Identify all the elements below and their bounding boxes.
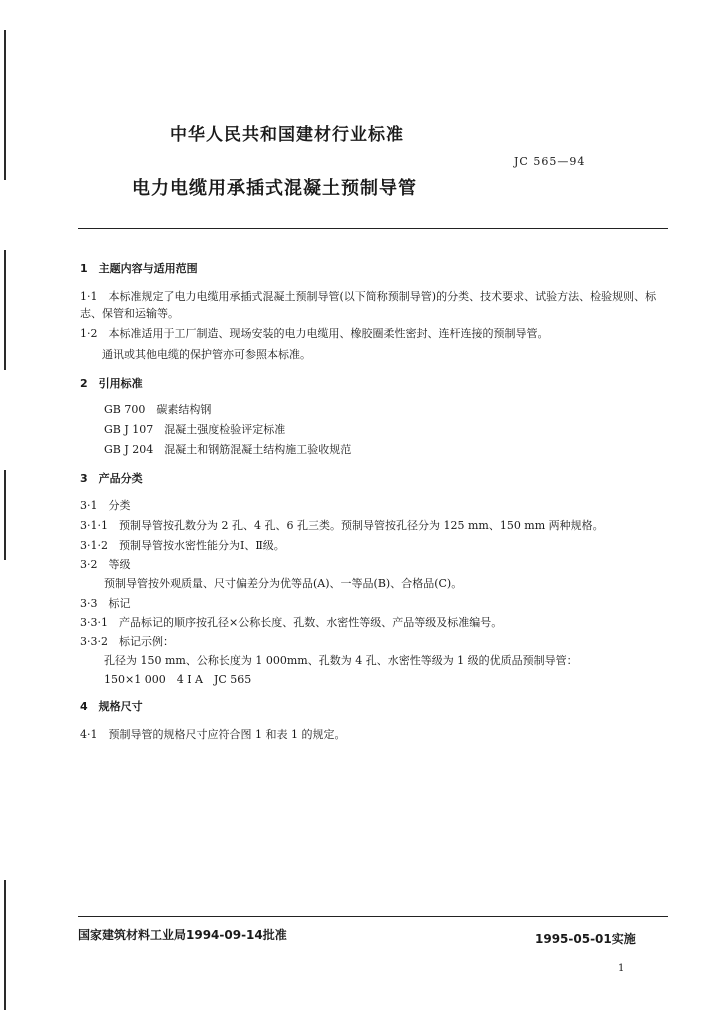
clause-3-1-2: 3·1·2 预制导管按水密性能分为Ⅰ、Ⅱ级。 — [80, 539, 285, 552]
reference-item: GB J 107 混凝土强度检验评定标准 — [104, 423, 286, 436]
reference-item: GB J 204 混凝土和钢筋混凝土结构施工验收规范 — [104, 443, 352, 456]
clause-3-3-2-text: 孔径为 150 mm、公称长度为 1 000mm、孔数为 4 孔、水密性等级为 1 级的优质品预制导管： — [104, 654, 578, 667]
section-3-heading: 3 产品分类 — [80, 472, 143, 485]
issuer-title: 中华人民共和国建材行业标准 — [170, 125, 404, 145]
clause-3-3-1: 3·3·1 产品标记的顺序按孔径×公称长度、孔数、水密性等级、产品等级及标准编号。 — [80, 616, 503, 629]
scan-edge-mark — [4, 250, 6, 370]
page-number: 1 — [618, 963, 625, 974]
clause-1-2: 1·2 本标准适用于工厂制造、现场安装的电力电缆用、橡胶圈柔性密封、连杆连接的预制导管。 — [80, 327, 549, 340]
header-divider — [78, 228, 668, 229]
scan-edge-mark — [4, 470, 6, 560]
clause-1-1: 1·1 本标准规定了电力电缆用承插式混凝土预制导管(以下简称预制导管)的分类、技术要求、试验方法、检验规则、标志、保管和运输等。 — [80, 290, 657, 320]
clause-3-2-text: 预制导管按外观质量、尺寸偏差分为优等品(A)、一等品(B)、合格品(C)。 — [104, 577, 463, 590]
approval-date: 国家建筑材料工业局1994-09-14批准 — [78, 928, 287, 942]
scan-edge-mark — [4, 30, 6, 180]
section-4-heading: 4 规格尺寸 — [80, 700, 143, 713]
implementation-date: 1995-05-01实施 — [535, 932, 636, 946]
clause-3-1: 3·1 分类 — [80, 499, 131, 512]
scan-edge-mark — [4, 880, 6, 1010]
clause-3-2: 3·2 等级 — [80, 558, 131, 571]
clause-1-2-note: 通讯或其他电缆的保护管亦可参照本标准。 — [102, 348, 311, 361]
section-2-heading: 2 引用标准 — [80, 377, 143, 390]
standard-code: JC 565—94 — [514, 155, 586, 168]
clause-4-1: 4·1 预制导管的规格尺寸应符合图 1 和表 1 的规定。 — [80, 728, 346, 741]
clause-3-3: 3·3 标记 — [80, 597, 131, 610]
clause-3-3-2: 3·3·2 标记示例： — [80, 635, 174, 648]
reference-item: GB 700 碳素结构钢 — [104, 403, 212, 416]
footer-divider — [78, 916, 668, 917]
clause-3-1-1: 3·1·1 预制导管按孔数分为 2 孔、4 孔、6 孔三类。预制导管按孔径分为 125 mm、150 mm 两种规格。 — [80, 519, 604, 532]
section-1-heading: 1 主题内容与适用范围 — [80, 262, 198, 275]
document-title: 电力电缆用承插式混凝土预制导管 — [132, 178, 417, 199]
marking-example: 150×1 000 4 Ⅰ A JC 565 — [104, 673, 252, 686]
